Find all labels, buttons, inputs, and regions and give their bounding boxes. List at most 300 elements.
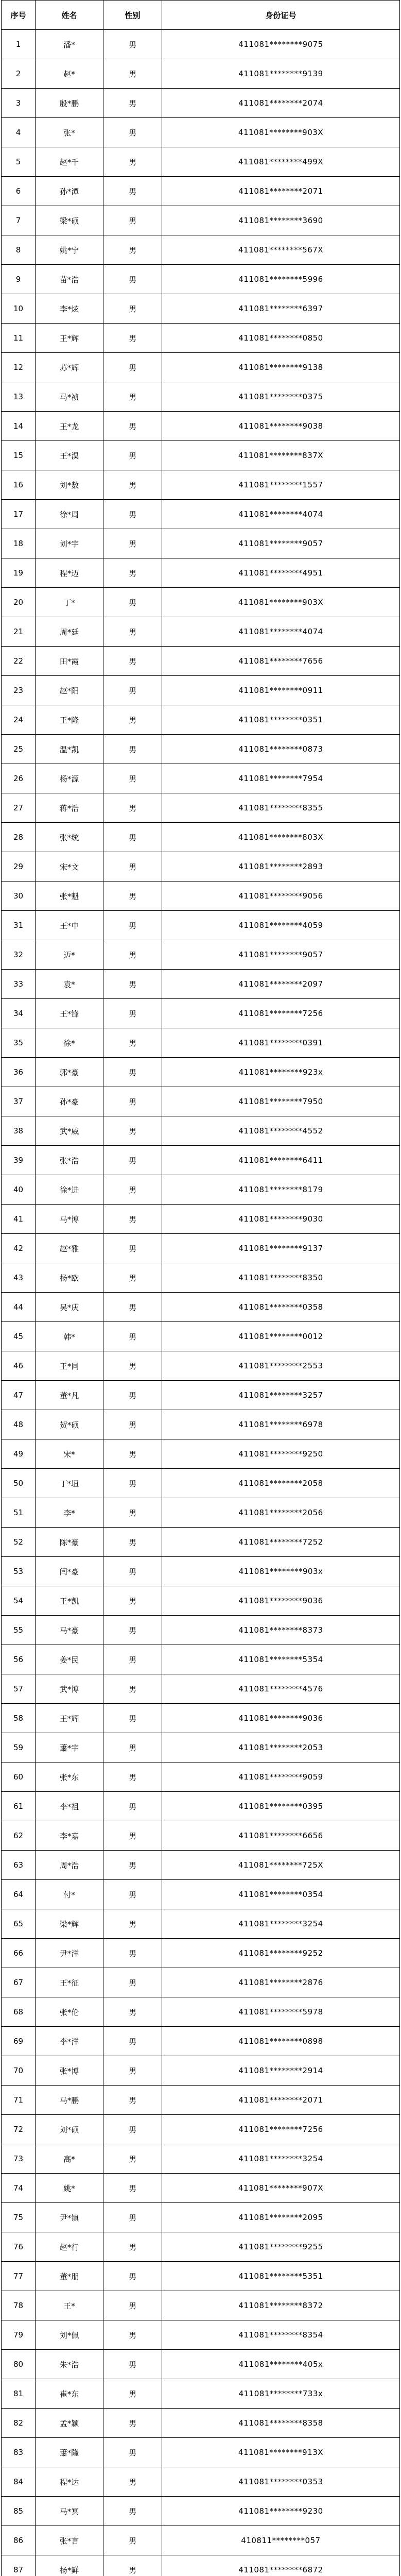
- name-cell: 周*浩: [36, 1851, 103, 1880]
- gender-cell: 男: [103, 147, 162, 177]
- seq-cell: 70: [2, 2056, 36, 2086]
- table-row: [2, 294, 400, 324]
- id-number-cell: 411081********4951: [162, 558, 400, 588]
- name-cell: 程*达: [36, 2467, 103, 2497]
- name-cell: 朱*浩: [36, 2350, 103, 2379]
- table-row: [2, 2203, 400, 2232]
- name-cell: 马*博: [36, 1205, 103, 1234]
- seq-cell: 16: [2, 470, 36, 500]
- name-cell: 蕭*隆: [36, 2438, 103, 2467]
- name-cell: 赵*雅: [36, 1234, 103, 1263]
- id-number-cell: 411081********9230: [162, 2497, 400, 2526]
- seq-cell: 82: [2, 2409, 36, 2438]
- table-row: [2, 2232, 400, 2262]
- table-row: [2, 1968, 400, 1997]
- table-row: [2, 1733, 400, 1762]
- name-cell: 孙*潭: [36, 177, 103, 206]
- table-row: [2, 1234, 400, 1263]
- gender-cell: 男: [103, 1909, 162, 1939]
- id-number-cell: 411081********8350: [162, 1263, 400, 1293]
- name-cell: 尹*镇: [36, 2203, 103, 2232]
- table-row: [2, 1175, 400, 1205]
- id-number-cell: 411081********9138: [162, 353, 400, 382]
- gender-cell: 男: [103, 1968, 162, 1997]
- name-cell: 王*锋: [36, 999, 103, 1028]
- header-gender: 性别: [103, 1, 162, 30]
- seq-cell: 64: [2, 1880, 36, 1909]
- gender-cell: 男: [103, 2320, 162, 2350]
- seq-cell: 17: [2, 500, 36, 529]
- seq-cell: 56: [2, 1645, 36, 1674]
- name-cell: 李*嘉: [36, 1821, 103, 1851]
- id-number-cell: 411081********499X: [162, 147, 400, 177]
- gender-cell: 男: [103, 1439, 162, 1469]
- gender-cell: 男: [103, 2379, 162, 2409]
- table-row: [2, 1880, 400, 1909]
- gender-cell: 男: [103, 1851, 162, 1880]
- id-number-cell: 411081********2914: [162, 2056, 400, 2086]
- gender-cell: 男: [103, 1381, 162, 1410]
- table-row: [2, 1410, 400, 1439]
- gender-cell: 男: [103, 647, 162, 676]
- name-cell: 赵*行: [36, 2232, 103, 2262]
- name-cell: 王*: [36, 2291, 103, 2320]
- id-number-cell: 411081********9030: [162, 1205, 400, 1234]
- name-cell: 袁*: [36, 970, 103, 999]
- table-row: [2, 735, 400, 764]
- name-cell: 刘*宇: [36, 529, 103, 558]
- seq-cell: 57: [2, 1674, 36, 1704]
- table-row: [2, 1528, 400, 1557]
- table-row: [2, 1351, 400, 1381]
- seq-cell: 20: [2, 588, 36, 617]
- seq-cell: 44: [2, 1293, 36, 1322]
- id-number-cell: 411081********4074: [162, 500, 400, 529]
- seq-cell: 61: [2, 1792, 36, 1821]
- gender-cell: 男: [103, 823, 162, 852]
- table-header: [2, 1, 400, 30]
- gender-cell: 男: [103, 324, 162, 353]
- name-cell: 周*廷: [36, 617, 103, 647]
- id-number-cell: 411081********7256: [162, 2115, 400, 2144]
- table-row: [2, 999, 400, 1028]
- id-number-cell: 411081********8355: [162, 793, 400, 823]
- seq-cell: 53: [2, 1557, 36, 1586]
- table-row: [2, 2379, 400, 2409]
- name-cell: 张*东: [36, 1762, 103, 1792]
- id-number-cell: 411081********2074: [162, 89, 400, 118]
- id-number-cell: 411081********2876: [162, 1968, 400, 1997]
- gender-cell: 男: [103, 1263, 162, 1293]
- table-row: [2, 30, 400, 59]
- id-number-cell: 411081********6397: [162, 294, 400, 324]
- seq-cell: 74: [2, 2174, 36, 2203]
- seq-cell: 18: [2, 529, 36, 558]
- table-row: [2, 2056, 400, 2086]
- gender-cell: 男: [103, 59, 162, 89]
- id-number-cell: 411081********2056: [162, 1498, 400, 1528]
- id-number-cell: 411081********9255: [162, 2232, 400, 2262]
- gender-cell: 男: [103, 1175, 162, 1205]
- id-number-cell: 411081********5351: [162, 2262, 400, 2291]
- seq-cell: 45: [2, 1322, 36, 1351]
- seq-cell: 42: [2, 1234, 36, 1263]
- name-cell: 王*凯: [36, 1586, 103, 1616]
- table-row: [2, 1792, 400, 1821]
- name-cell: 王*中: [36, 911, 103, 940]
- name-cell: 马*豪: [36, 1616, 103, 1645]
- name-cell: 丁*垣: [36, 1469, 103, 1498]
- table-row: [2, 823, 400, 852]
- name-cell: 赵*阳: [36, 676, 103, 705]
- gender-cell: 男: [103, 1557, 162, 1586]
- seq-cell: 29: [2, 852, 36, 882]
- seq-cell: 19: [2, 558, 36, 588]
- table-row: [2, 412, 400, 441]
- name-cell: 徐*进: [36, 1175, 103, 1205]
- seq-cell: 34: [2, 999, 36, 1028]
- table-row: [2, 1616, 400, 1645]
- table-row: [2, 118, 400, 147]
- gender-cell: 男: [103, 1616, 162, 1645]
- table-row: [2, 2144, 400, 2174]
- table-row: [2, 529, 400, 558]
- seq-cell: 51: [2, 1498, 36, 1528]
- gender-cell: 男: [103, 1704, 162, 1733]
- id-number-cell: 411081********2097: [162, 970, 400, 999]
- name-cell: 潘*: [36, 30, 103, 59]
- gender-cell: 男: [103, 2262, 162, 2291]
- id-number-cell: 411081********6872: [162, 2555, 400, 2576]
- seq-cell: 23: [2, 676, 36, 705]
- gender-cell: 男: [103, 1762, 162, 1792]
- name-cell: 杨*鲜: [36, 2555, 103, 2576]
- name-cell: 温*凯: [36, 735, 103, 764]
- name-cell: 付*: [36, 1880, 103, 1909]
- name-cell: 徐*: [36, 1028, 103, 1058]
- seq-cell: 69: [2, 2027, 36, 2056]
- table-row: [2, 1586, 400, 1616]
- seq-cell: 31: [2, 911, 36, 940]
- name-cell: 贺*硕: [36, 1410, 103, 1439]
- id-number-cell: 411081********8372: [162, 2291, 400, 2320]
- name-cell: 马*冥: [36, 2497, 103, 2526]
- name-cell: 吴*庆: [36, 1293, 103, 1322]
- seq-cell: 28: [2, 823, 36, 852]
- id-number-cell: 411081********9139: [162, 59, 400, 89]
- gender-cell: 男: [103, 1997, 162, 2027]
- gender-cell: 男: [103, 441, 162, 470]
- gender-cell: 男: [103, 999, 162, 1028]
- name-cell: 张*言: [36, 2526, 103, 2555]
- header-id-number: 身份证号: [162, 1, 400, 30]
- gender-cell: 男: [103, 1880, 162, 1909]
- seq-cell: 4: [2, 118, 36, 147]
- gender-cell: 男: [103, 1498, 162, 1528]
- gender-cell: 男: [103, 1821, 162, 1851]
- name-cell: 孙*豪: [36, 1087, 103, 1116]
- gender-cell: 男: [103, 382, 162, 412]
- id-number-cell: 411081********9137: [162, 1234, 400, 1263]
- table-row: [2, 2497, 400, 2526]
- gender-cell: 男: [103, 970, 162, 999]
- gender-cell: 男: [103, 1058, 162, 1087]
- id-number-cell: 411081********2553: [162, 1351, 400, 1381]
- table-body: [2, 30, 400, 2576]
- table-row: [2, 2027, 400, 2056]
- name-cell: 姚*: [36, 2174, 103, 2203]
- name-cell: 郭*豪: [36, 1058, 103, 1087]
- table-row: [2, 1205, 400, 1234]
- gender-cell: 男: [103, 588, 162, 617]
- table-row: [2, 676, 400, 705]
- seq-cell: 10: [2, 294, 36, 324]
- table-row: [2, 1322, 400, 1351]
- gender-cell: 男: [103, 852, 162, 882]
- table-row: [2, 617, 400, 647]
- seq-cell: 48: [2, 1410, 36, 1439]
- table-row: [2, 1146, 400, 1175]
- roster-table: [1, 0, 400, 2576]
- table-row: [2, 1645, 400, 1674]
- seq-cell: 8: [2, 235, 36, 265]
- seq-cell: 62: [2, 1821, 36, 1851]
- name-cell: 李*祖: [36, 1792, 103, 1821]
- table-row: [2, 2291, 400, 2320]
- table-row: [2, 647, 400, 676]
- gender-cell: 男: [103, 353, 162, 382]
- gender-cell: 男: [103, 793, 162, 823]
- name-cell: 武*威: [36, 1116, 103, 1146]
- table-row: [2, 793, 400, 823]
- id-number-cell: 411081********3257: [162, 1381, 400, 1410]
- id-number-cell: 411081********7256: [162, 999, 400, 1028]
- header-row: [2, 1, 400, 30]
- id-number-cell: 411081********2071: [162, 2086, 400, 2115]
- seq-cell: 77: [2, 2262, 36, 2291]
- gender-cell: 男: [103, 735, 162, 764]
- id-number-cell: 411081********9056: [162, 882, 400, 911]
- seq-cell: 66: [2, 1939, 36, 1968]
- name-cell: 张*魁: [36, 882, 103, 911]
- seq-cell: 6: [2, 177, 36, 206]
- table-row: [2, 705, 400, 735]
- seq-cell: 59: [2, 1733, 36, 1762]
- id-number-cell: 411081********9036: [162, 1704, 400, 1733]
- id-number-cell: 411081********803X: [162, 823, 400, 852]
- name-cell: 刘*佩: [36, 2320, 103, 2350]
- gender-cell: 男: [103, 1087, 162, 1116]
- name-cell: 孟*颖: [36, 2409, 103, 2438]
- seq-cell: 87: [2, 2555, 36, 2576]
- gender-cell: 男: [103, 882, 162, 911]
- seq-cell: 47: [2, 1381, 36, 1410]
- name-cell: 张*: [36, 118, 103, 147]
- name-cell: 丁*: [36, 588, 103, 617]
- gender-cell: 男: [103, 1293, 162, 1322]
- gender-cell: 男: [103, 2555, 162, 2576]
- table-row: [2, 764, 400, 793]
- id-number-cell: 411081********6656: [162, 1821, 400, 1851]
- table-row: [2, 89, 400, 118]
- seq-cell: 37: [2, 1087, 36, 1116]
- seq-cell: 85: [2, 2497, 36, 2526]
- id-number-cell: 411081********9252: [162, 1939, 400, 1968]
- table-row: [2, 588, 400, 617]
- seq-cell: 55: [2, 1616, 36, 1645]
- gender-cell: 男: [103, 177, 162, 206]
- table-row: [2, 2174, 400, 2203]
- id-number-cell: 411081********0873: [162, 735, 400, 764]
- seq-cell: 43: [2, 1263, 36, 1293]
- id-number-cell: 411081********9057: [162, 940, 400, 970]
- seq-cell: 50: [2, 1469, 36, 1498]
- gender-cell: 男: [103, 705, 162, 735]
- id-number-cell: 411081********8354: [162, 2320, 400, 2350]
- gender-cell: 男: [103, 1116, 162, 1146]
- seq-cell: 84: [2, 2467, 36, 2497]
- table-row: [2, 882, 400, 911]
- seq-cell: 76: [2, 2232, 36, 2262]
- table-row: [2, 1469, 400, 1498]
- table-row: [2, 470, 400, 500]
- seq-cell: 68: [2, 1997, 36, 2027]
- table-row: [2, 500, 400, 529]
- name-cell: 梁*硕: [36, 206, 103, 235]
- gender-cell: 男: [103, 2350, 162, 2379]
- seq-cell: 54: [2, 1586, 36, 1616]
- name-cell: 王*龙: [36, 412, 103, 441]
- id-number-cell: 411081********8373: [162, 1616, 400, 1645]
- id-number-cell: 411081********6411: [162, 1146, 400, 1175]
- id-number-cell: 411081********4576: [162, 1674, 400, 1704]
- header-name: 姓名: [36, 1, 103, 30]
- name-cell: 苗*浩: [36, 265, 103, 294]
- seq-cell: 78: [2, 2291, 36, 2320]
- table-row: [2, 2115, 400, 2144]
- table-row: [2, 1704, 400, 1733]
- seq-cell: 65: [2, 1909, 36, 1939]
- table-row: [2, 1997, 400, 2027]
- id-number-cell: 411081********0898: [162, 2027, 400, 2056]
- name-cell: 刘*硕: [36, 2115, 103, 2144]
- id-number-cell: 411081********2893: [162, 852, 400, 882]
- gender-cell: 男: [103, 2232, 162, 2262]
- gender-cell: 男: [103, 1528, 162, 1557]
- table-row: [2, 382, 400, 412]
- id-number-cell: 411081********3254: [162, 1909, 400, 1939]
- gender-cell: 男: [103, 1322, 162, 1351]
- gender-cell: 男: [103, 294, 162, 324]
- seq-cell: 5: [2, 147, 36, 177]
- gender-cell: 男: [103, 940, 162, 970]
- seq-cell: 1: [2, 30, 36, 59]
- id-number-cell: 411081********5354: [162, 1645, 400, 1674]
- name-cell: 杨*欧: [36, 1263, 103, 1293]
- table-row: [2, 940, 400, 970]
- table-row: [2, 2409, 400, 2438]
- id-number-cell: 411081********7252: [162, 1528, 400, 1557]
- id-number-cell: 411081********9057: [162, 529, 400, 558]
- seq-cell: 52: [2, 1528, 36, 1557]
- table-row: [2, 2320, 400, 2350]
- table-row: [2, 558, 400, 588]
- name-cell: 李*: [36, 1498, 103, 1528]
- seq-cell: 86: [2, 2526, 36, 2555]
- table-row: [2, 1263, 400, 1293]
- gender-cell: 男: [103, 2174, 162, 2203]
- name-cell: 王*辉: [36, 324, 103, 353]
- id-number-cell: 411081********907X: [162, 2174, 400, 2203]
- name-cell: 武*博: [36, 1674, 103, 1704]
- seq-cell: 33: [2, 970, 36, 999]
- gender-cell: 男: [103, 2497, 162, 2526]
- gender-cell: 男: [103, 558, 162, 588]
- name-cell: 赵*千: [36, 147, 103, 177]
- gender-cell: 男: [103, 2115, 162, 2144]
- name-cell: 徐*周: [36, 500, 103, 529]
- gender-cell: 男: [103, 2438, 162, 2467]
- name-cell: 马*祯: [36, 382, 103, 412]
- table-row: [2, 2262, 400, 2291]
- table-row: [2, 1381, 400, 1410]
- gender-cell: 男: [103, 412, 162, 441]
- id-number-cell: 411081********7954: [162, 764, 400, 793]
- gender-cell: 男: [103, 764, 162, 793]
- gender-cell: 男: [103, 911, 162, 940]
- gender-cell: 男: [103, 89, 162, 118]
- name-cell: 高*: [36, 2144, 103, 2174]
- table-row: [2, 1851, 400, 1880]
- seq-cell: 72: [2, 2115, 36, 2144]
- gender-cell: 男: [103, 2467, 162, 2497]
- table-row: [2, 1498, 400, 1528]
- seq-cell: 12: [2, 353, 36, 382]
- id-number-cell: 411081********405x: [162, 2350, 400, 2379]
- seq-cell: 24: [2, 705, 36, 735]
- id-number-cell: 411081********913X: [162, 2438, 400, 2467]
- name-cell: 程*迈: [36, 558, 103, 588]
- table-row: [2, 2555, 400, 2576]
- id-number-cell: 411081********6978: [162, 1410, 400, 1439]
- table-row: [2, 1821, 400, 1851]
- seq-cell: 71: [2, 2086, 36, 2115]
- gender-cell: 男: [103, 2409, 162, 2438]
- gender-cell: 男: [103, 1645, 162, 1674]
- id-number-cell: 411081********0395: [162, 1792, 400, 1821]
- gender-cell: 男: [103, 529, 162, 558]
- name-cell: 陈*豪: [36, 1528, 103, 1557]
- table-row: [2, 2526, 400, 2555]
- seq-cell: 22: [2, 647, 36, 676]
- table-row: [2, 147, 400, 177]
- id-number-cell: 410811********057: [162, 2526, 400, 2555]
- roster-sheet: [1, 0, 399, 2576]
- seq-cell: 75: [2, 2203, 36, 2232]
- seq-cell: 63: [2, 1851, 36, 1880]
- header-seq: 序号: [2, 1, 36, 30]
- name-cell: 王*淏: [36, 441, 103, 470]
- name-cell: 杨*源: [36, 764, 103, 793]
- name-cell: 闫*豪: [36, 1557, 103, 1586]
- seq-cell: 38: [2, 1116, 36, 1146]
- table-row: [2, 2350, 400, 2379]
- gender-cell: 男: [103, 2086, 162, 2115]
- gender-cell: 男: [103, 206, 162, 235]
- id-number-cell: 411081********5996: [162, 265, 400, 294]
- seq-cell: 15: [2, 441, 36, 470]
- table-row: [2, 177, 400, 206]
